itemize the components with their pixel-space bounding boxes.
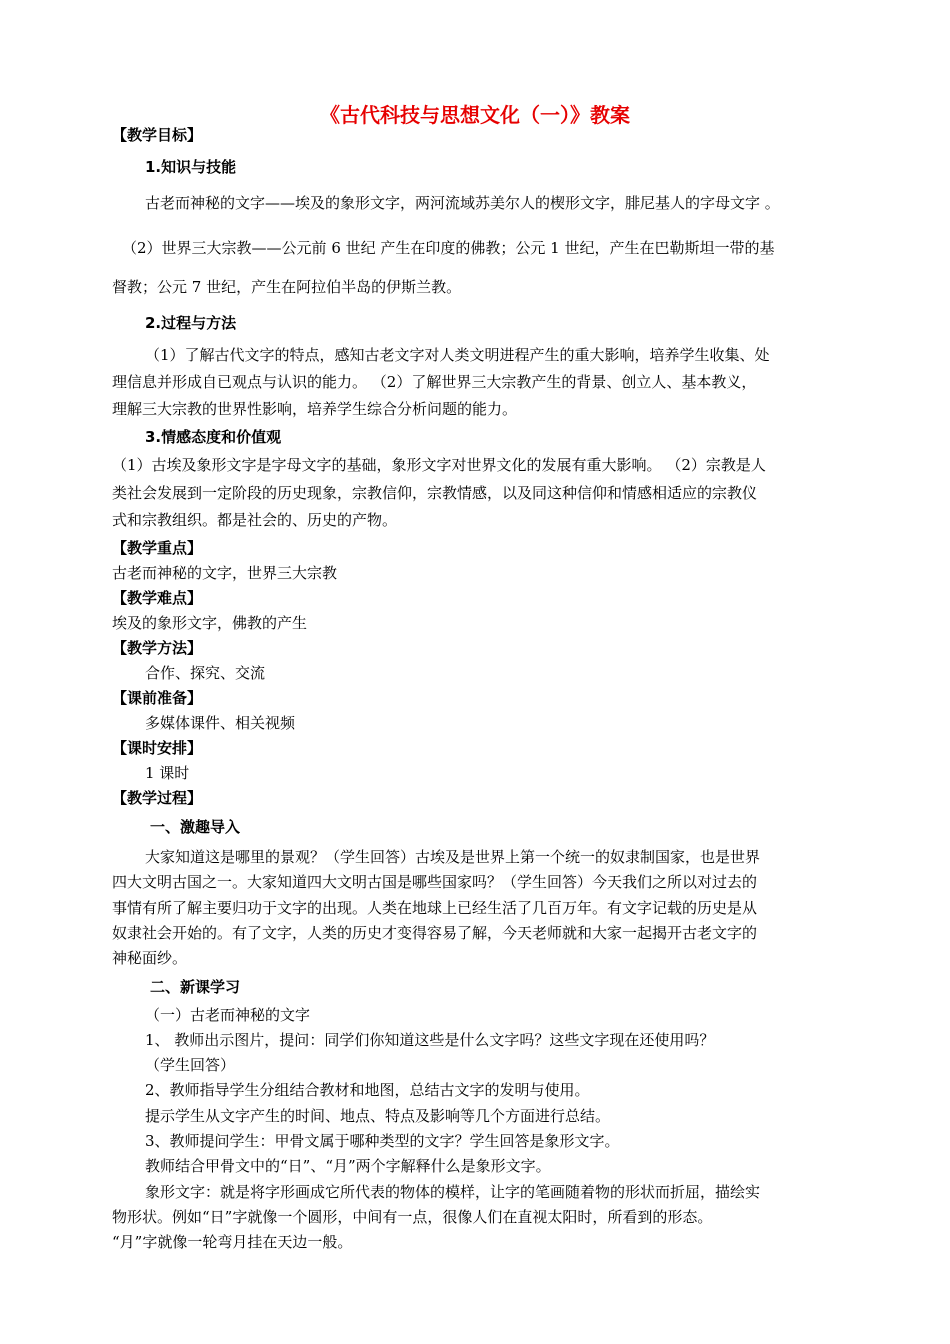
paragraph-line: 古老而神秘的文字——埃及的象形文字，两河流域苏美尔人的楔形文字，腓尼基人的字母文字 。 [145, 194, 780, 212]
paragraph-line: 大家知道这是哪里的景观？（学生回答）古埃及是世界上第一个统一的奴隶制国家，也是世界 [145, 848, 761, 866]
paragraph-line: （1）古埃及象形文字是字母文字的基础，象形文字对世界文化的发展有重大影响。 （2）宗教是人 [112, 456, 766, 474]
paragraph-line: 提示学生从文字产生的时间、地点、特点及影响等几个方面进行总结。 [145, 1107, 611, 1125]
key-points-text: 古老而神秘的文字，世界三大宗教 [112, 564, 338, 582]
process-method-heading: 2.过程与方法 [145, 314, 237, 332]
paragraph-line: （1）了解古代文字的特点，感知古老文字对人类文明进程产生的重大影响，培养学生收集、处 [145, 346, 770, 364]
schedule-heading: 【课时安排】 [112, 739, 203, 757]
difficulties-text: 埃及的象形文字，佛教的产生 [112, 614, 308, 632]
paragraph-line: 式和宗教组织。都是社会的、历史的产物。 [112, 511, 398, 529]
schedule-text: 1 课时 [145, 764, 190, 782]
paragraph-line: 3、教师提问学生：甲骨文属于哪种类型的文字？学生回答是象形文字。 [145, 1132, 620, 1150]
values-heading: 3.情感态度和价值观 [145, 428, 282, 446]
paragraph-line: （学生回答） [145, 1056, 236, 1074]
knowledge-skills-heading: 1.知识与技能 [145, 158, 237, 176]
key-points-heading: 【教学重点】 [112, 539, 203, 557]
methods-text: 合作、探究、交流 [145, 664, 266, 682]
document-title: 《古代科技与思想文化（一）》教案 [320, 103, 630, 127]
paragraph-line: 教师结合甲骨文中的“日”、“月”两个字解释什么是象形文字。 [145, 1157, 551, 1175]
preparation-text: 多媒体课件、相关视频 [145, 714, 296, 732]
paragraph-line: 2、教师指导学生分组结合教材和地图，总结古文字的发明与使用。 [145, 1081, 590, 1099]
methods-heading: 【教学方法】 [112, 639, 203, 657]
paragraph-line: 奴隶社会开始的。有了文字，人类的历史才变得容易了解，今天老师就和大家一起揭开古老文字的 [112, 924, 758, 942]
paragraph-line: 督教；公元 7 世纪，产生在阿拉伯半岛的伊斯兰教。 [112, 278, 462, 296]
difficulties-heading: 【教学难点】 [112, 589, 203, 607]
paragraph-line: （2）世界三大宗教——公元前 6 世纪 产生在印度的佛教；公元 1 世纪，产生在巴勒斯坦一带的基 [122, 239, 775, 257]
new-lesson-subheading: （一）古老而神秘的文字 [145, 1006, 311, 1024]
paragraph-line: 四大文明古国之一。大家知道四大文明古国是哪些国家吗？（学生回答）今天我们之所以对过去的 [112, 873, 758, 891]
intro-heading: 一、激趣导入 [150, 818, 241, 836]
preparation-heading: 【课前准备】 [112, 689, 203, 707]
paragraph-line: 类社会发展到一定阶段的历史现象，宗教信仰，宗教情感，以及同这种信仰和情感相适应的宗教仪 [112, 484, 758, 502]
paragraph-line: 神秘面纱。 [112, 949, 188, 967]
paragraph-line: 理信息并形成自已观点与认识的能力。 （2）了解世界三大宗教产生的背景、创立人、基本教义， [112, 373, 757, 391]
paragraph-line: “月”字就像一轮弯月挂在天边一般。 [112, 1233, 353, 1251]
new-lesson-heading: 二、新课学习 [150, 978, 241, 996]
objectives-heading: 【教学目标】 [112, 126, 203, 144]
paragraph-line: 象形文字：就是将字形画成它所代表的物体的模样，让字的笔画随着物的形状而折屈，描绘实 [145, 1183, 761, 1201]
paragraph-line: 事情有所了解主要归功于文字的出现。人类在地球上已经生活了几百万年。有文字记载的历史是从 [112, 899, 758, 917]
teaching-process-heading: 【教学过程】 [112, 789, 203, 807]
paragraph-line: 物形状。例如“日”字就像一个圆形，中间有一点，很像人们在直视太阳时，所看到的形态。 [112, 1208, 713, 1226]
paragraph-line: 理解三大宗教的世界性影响，培养学生综合分析问题的能力。 [112, 400, 518, 418]
paragraph-line: 1、 教师出示图片，提问：同学们你知道这些是什么文字吗？这些文字现在还使用吗？ [145, 1031, 715, 1049]
